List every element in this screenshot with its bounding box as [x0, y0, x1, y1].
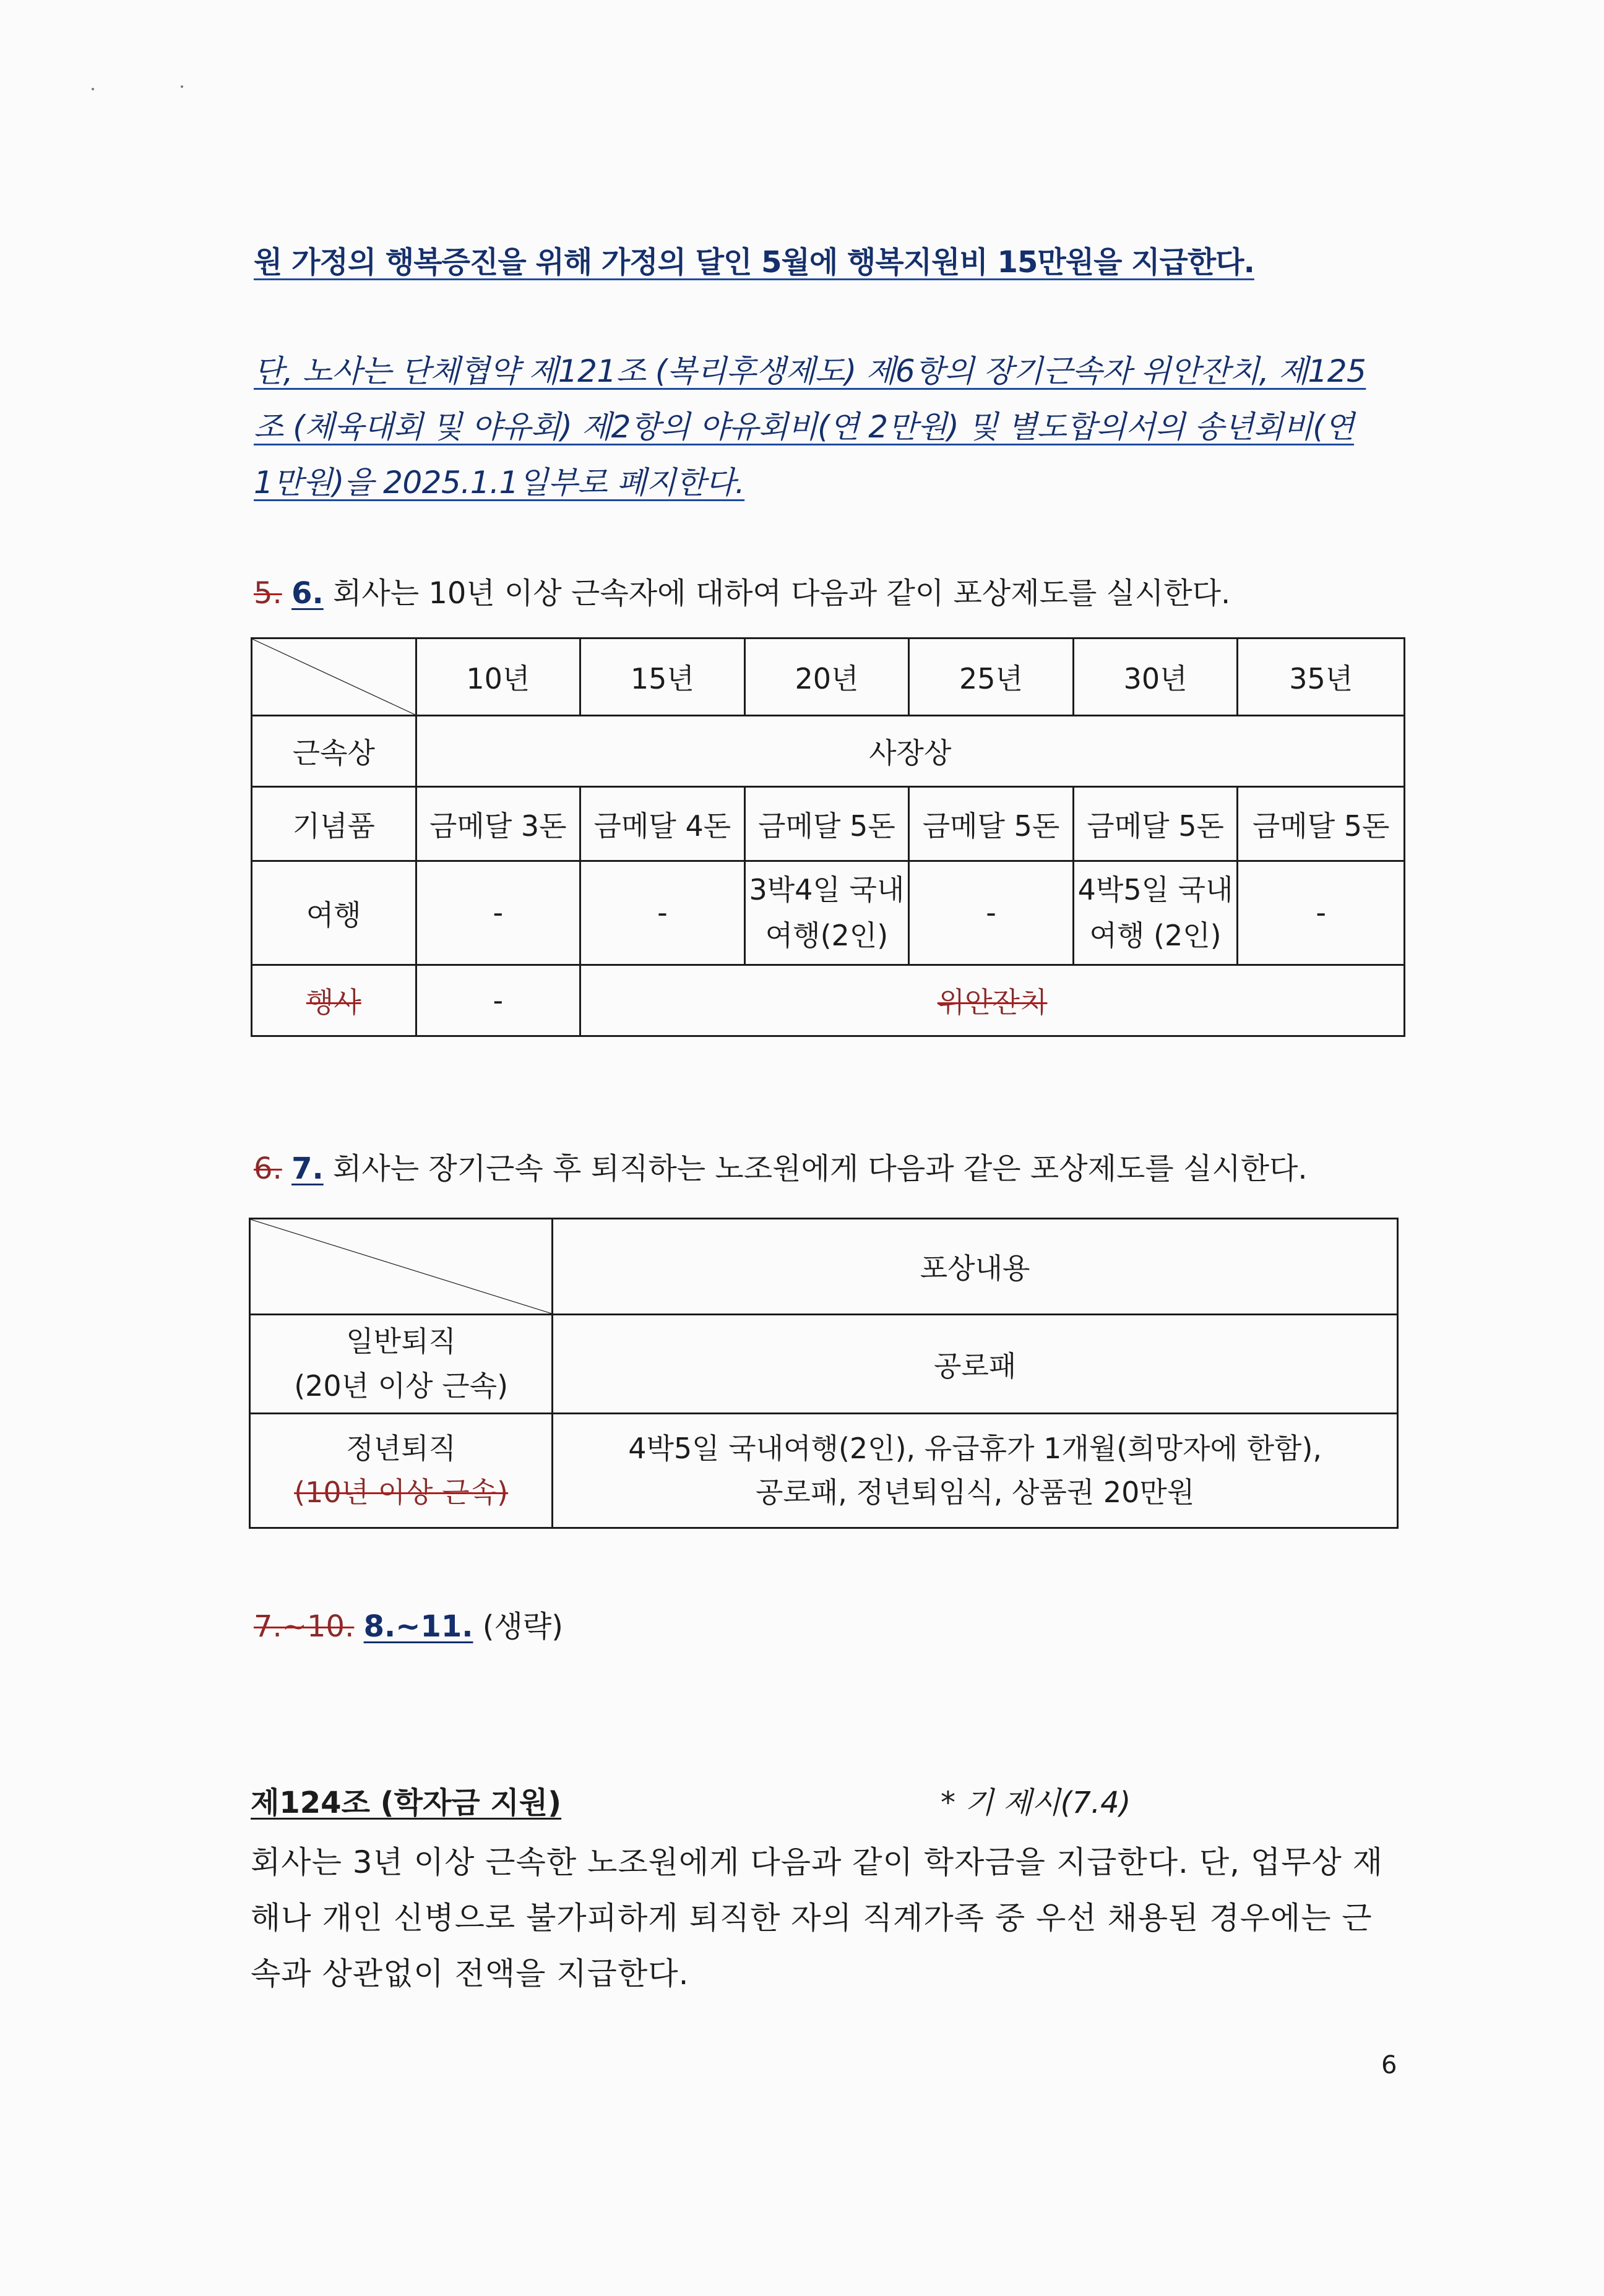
- article-124-line-3: 속과 상관없이 전액을 지급한다.: [251, 1956, 689, 1992]
- article-124-line-1: 회사는 3년 이상 근속한 노조원에게 다음과 같이 학자금을 지급한다. 단, 업무상 재: [251, 1844, 1384, 1880]
- scan-speck: [181, 85, 183, 88]
- gift-cell: 금메달 5돈: [744, 787, 909, 861]
- row-label-general-retire: 일반퇴직 (20년 이상 근속): [250, 1315, 553, 1414]
- header-25y: 25년: [909, 638, 1074, 716]
- row-label-event: 행사: [252, 965, 416, 1036]
- article-124-note: * 기 제시(7.4): [941, 1786, 1131, 1820]
- gift-cell: 금메달 3돈: [416, 787, 580, 861]
- page-number: 6: [1381, 2051, 1397, 2079]
- corner-diagonal-cell: [250, 1219, 553, 1315]
- article-124-line-2: 해나 개인 신병으로 불가피하게 퇴직한 자의 직계가족 중 우선 채용된 경우에는 근: [251, 1900, 1373, 1936]
- old-clause-number: 6.: [254, 1151, 282, 1186]
- new-clause-number: 7.: [291, 1151, 324, 1186]
- travel-cell: -: [1238, 861, 1405, 965]
- travel-cell: -: [580, 861, 745, 965]
- header-30y: 30년: [1073, 638, 1238, 716]
- travel-cell: -: [416, 861, 580, 965]
- old-clause-range: 7.~10.: [254, 1609, 355, 1644]
- row-label-award: 근속상: [252, 716, 416, 787]
- award-value: 사장상: [416, 716, 1404, 787]
- row-label-age-retire: 정년퇴직 (10년 이상 근속): [250, 1414, 553, 1528]
- clause-6-text: 회사는 10년 이상 근속자에 대하여 다음과 같이 포상제도를 실시한다.: [323, 576, 1231, 611]
- event-rest-cell: 위안잔치: [580, 965, 1405, 1036]
- travel-cell: 3박4일 국내 여행(2인): [744, 861, 909, 965]
- travel-cell: -: [909, 861, 1074, 965]
- abolish-paragraph-line-1: 단, 노사는 단체협약 제121조 (복리후생제도) 제6항의 장기근속자 위안잔치, 제125: [254, 353, 1366, 389]
- clause-6-heading: [254, 576, 1231, 611]
- old-clause-number: 5.: [254, 576, 282, 611]
- header-15y: 15년: [580, 638, 745, 716]
- abolish-paragraph-line-2: 조 (체육대회 및 야유회) 제2항의 야유회비(연 2만원) 및 별도합의서의 송년회비(연: [254, 409, 1354, 445]
- header-35y: 35년: [1238, 638, 1405, 716]
- omitted-text: (생략): [473, 1609, 563, 1644]
- gift-cell: 금메달 5돈: [1238, 787, 1405, 861]
- omitted-clauses: [254, 1609, 563, 1644]
- gift-cell: 금메달 5돈: [1073, 787, 1238, 861]
- header-10y: 10년: [416, 638, 580, 716]
- new-clause-range: 8.~11.: [363, 1609, 473, 1644]
- corner-diagonal-cell: [252, 638, 416, 716]
- retirement-award-table: [249, 1218, 1399, 1529]
- travel-cell: 4박5일 국내 여행 (2인): [1073, 861, 1238, 965]
- scan-speck: [92, 88, 94, 90]
- clause-7-heading: [254, 1151, 1308, 1186]
- header-20y: 20년: [744, 638, 909, 716]
- welfare-grant-line: 원 가정의 행복증진을 위해 가정의 달인 5월에 행복지원비 15만원을 지급한다.: [254, 245, 1254, 280]
- new-clause-number: 6.: [291, 576, 324, 611]
- gift-cell: 금메달 4돈: [580, 787, 745, 861]
- article-124-title: 제124조 (학자금 지원): [251, 1786, 562, 1820]
- row-label-gift: 기념품: [252, 787, 416, 861]
- event-first-cell: -: [416, 965, 580, 1036]
- header-award-content: 포상내용: [553, 1219, 1398, 1315]
- general-retire-value: 공로패: [553, 1315, 1398, 1414]
- long-service-award-table: [251, 637, 1405, 1037]
- row-label-travel: 여행: [252, 861, 416, 965]
- gift-cell: 금메달 5돈: [909, 787, 1074, 861]
- abolish-paragraph-line-3: 1만원)을 2025.1.1일부로 폐지한다.: [254, 465, 745, 501]
- age-retire-value: 4박5일 국내여행(2인), 유급휴가 1개월(희망자에 한함), 공로패, 정년퇴임식, 상품권 20만원: [553, 1414, 1398, 1528]
- clause-7-text: 회사는 장기근속 후 퇴직하는 노조원에게 다음과 같은 포상제도를 실시한다.: [323, 1151, 1308, 1186]
